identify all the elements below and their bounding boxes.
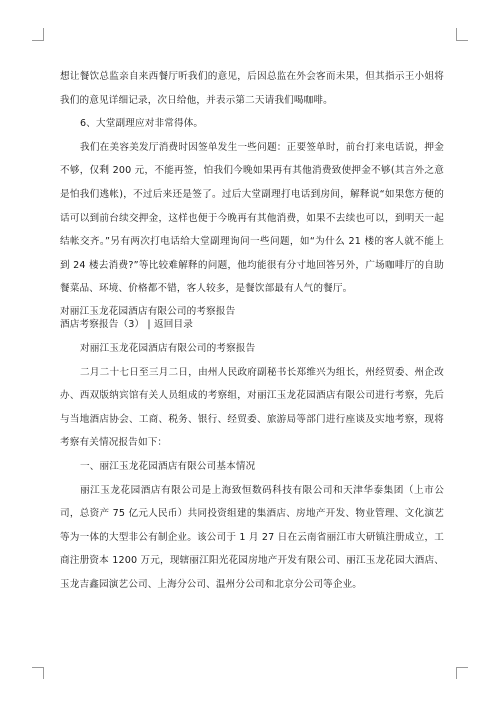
report-header-block (60, 305, 444, 331)
paragraph: 想让餐饮总监亲自来西餐厅听我们的意见，后因总监在外会客而未果，但其指示王小姐将我们的意见详细记录，次日给他，并表示第二天请我们喝咖啡。 (60, 71, 444, 106)
back-to-contents-link[interactable]: 返回目录 (154, 318, 193, 330)
crop-mark-bottom-left-v (43, 667, 44, 679)
crop-mark-top-left-v (43, 28, 44, 40)
breadcrumb-current: 酒店考察报告（3） (60, 318, 145, 330)
paragraph: 二月二十七日至三月二日，由州人民政府副秘书长郑维兴为组长，州经贸委、州企改办、西双版纳宾馆有关人员组成的考察组，对丽江玉龙花园酒店有限公司进行考察，先后与当地酒店协会、工商、税务、银行、经贸委、旅游局等部门进行座谈及实地考察，现将考察有关情况报告如下： (60, 366, 444, 449)
crop-mark-bottom-right-v (456, 667, 457, 679)
paragraph-heading: 6、大堂副理应对非常得体。 (80, 118, 204, 130)
paragraph: 我们在美容美发厅消费时因签单发生一些问题：正要签单时，前台打来电话说，押金不够，仅剩 200 元，不能再签，怕我们今晚如果再有其他消费致使押金不够(其言外之意是怕我们逃帐)，不过后来还是签了。过后大堂副理打电话到房间，解释说“如果您方便的话可以到前台续交押金，这样也便于今晚再有其他消费，如果不去续也可以，到明天一起结帐交齐。”另有两次打电话给大堂副理询问一些问题，如“为什么 21 楼的客人就不能上到 24 楼去消费?”等比较难解释的问题，他均能很有分寸地回答另外，广场咖啡厅的自助餐菜品、环境、价格都不错，客人较多，是餐饮部最有人气的餐厅。 (60, 141, 444, 295)
breadcrumb (60, 318, 444, 331)
paragraph-title: 对丽江玉龙花园酒店有限公司的考察报告 (80, 342, 256, 354)
crop-mark-bottom-right-h (456, 667, 468, 668)
paragraph: 丽江玉龙花园酒店有限公司是上海致恒数码科技有限公司和天津华泰集团（上市公司，总资产 75 亿元人民币）共同投资组建的集酒店、房地产开发、物业管理、文化演艺等为一体的大型非公有制企业。该公司于 1 月 27 日在云南省丽江市大研镇注册成立，工商注册资本 1200 万元，现辖丽江阳光花园房地产开发有限公司、丽江玉龙花园大酒店、玉龙吉鑫园演艺公司、上海分公司、温州分公司和北京分公司等企业。 (60, 484, 444, 590)
document-body (60, 65, 444, 596)
breadcrumb-separator: | (144, 318, 155, 330)
crop-mark-top-right-v (456, 28, 457, 40)
section-heading: 一、丽江玉龙花园酒店有限公司基本情况 (80, 460, 256, 472)
crop-mark-top-right-h (456, 40, 468, 41)
crop-mark-top-left-h (32, 40, 44, 41)
report-title-line: 对丽江玉龙花园酒店有限公司的考察报告 (60, 305, 236, 317)
